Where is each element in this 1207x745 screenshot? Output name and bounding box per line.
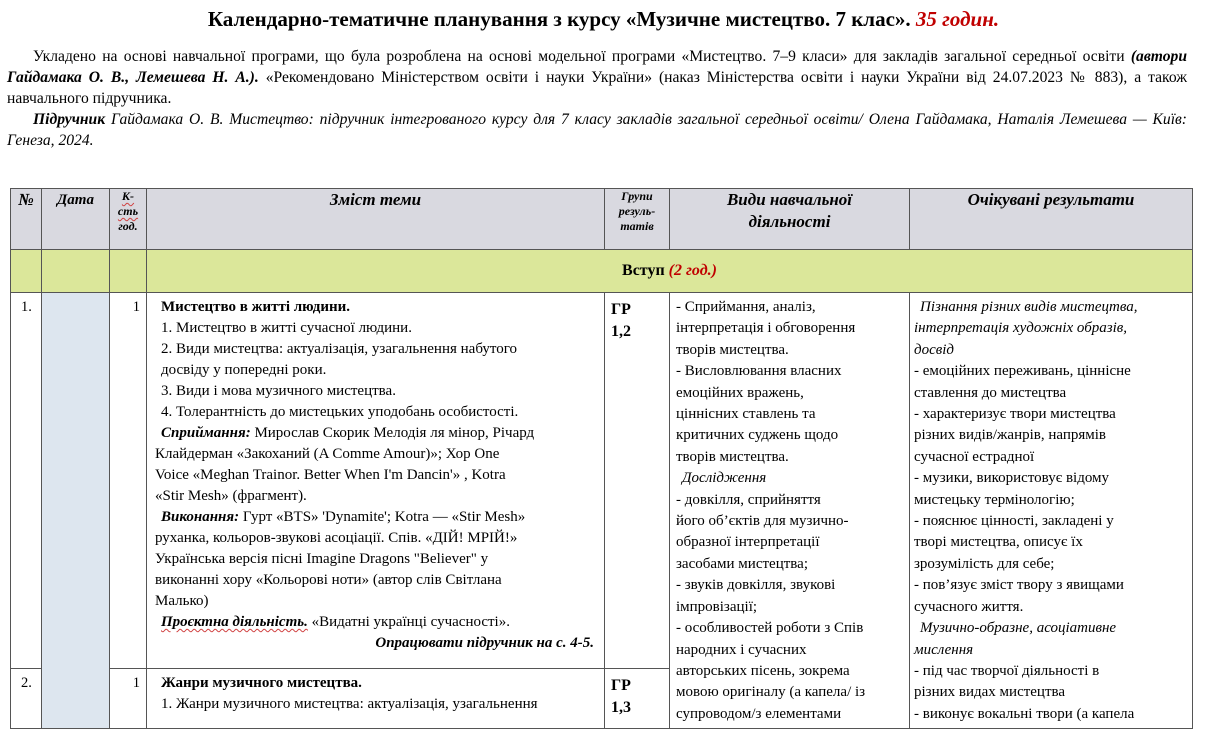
row-num: 2. — [11, 669, 42, 729]
result-line: мистецьку термінологію; — [914, 491, 1075, 508]
content-line: досвіду у попередні роки. — [161, 362, 327, 378]
intro-paragraph-textbook — [7, 109, 1187, 151]
activity-line: - особливостей роботи з Спів — [676, 620, 864, 637]
header-results: Очікувані результати — [910, 189, 1193, 250]
row-num: 1. — [11, 293, 42, 669]
content-line: 3. Види і мова музичного мистецтва. — [161, 383, 396, 399]
section-row — [11, 250, 1193, 293]
header-content: Зміст теми — [147, 189, 605, 250]
perception-text: Клайдерман «Закоханий (A Comme Amour)»; Хор One — [155, 446, 500, 462]
result-line: різних видів/жанрів, напрямів — [914, 427, 1107, 444]
intro-authors: (автори Гайдамака О. В., Лемешева Н. А.). — [7, 48, 1187, 86]
content-line: 1. Мистецтво в житті сучасної людини. — [161, 320, 412, 336]
header-hours-l2: сть — [117, 204, 139, 218]
group-label: ГР — [611, 677, 631, 694]
result-line: ставлення до мистецтва — [914, 384, 1067, 401]
activity-line: творів мистецтва. — [676, 448, 789, 465]
textbook-label: Підручник — [33, 111, 106, 128]
textbook-text: Гайдамака О. В. Мистецтво: підручник інтегрованого курсу для 7 класу закладів загальної середньої освіти/ Олена Гайдамака, Наталія Лемешева — Київ: Генеза, 2024. — [7, 111, 1187, 149]
performance-block — [155, 507, 596, 528]
title-main: Календарно-тематичне планування з курсу «Музичне мистецтво. 7 клас». — [207, 7, 911, 31]
homework: Опрацювати підручник на с. 4-5. — [375, 635, 594, 651]
row-hours: 1 — [110, 669, 147, 729]
header-activities-l1: Види навчальної — [726, 190, 853, 209]
performance-text: руханка, кольоров-звукові асоціації. Спів. «ДІЙ! МРІЙ!» — [155, 530, 518, 546]
result-line: - пояснює цінності, закладені у — [914, 513, 1114, 530]
section-title-text: Вступ — [622, 262, 665, 279]
activity-heading: Дослідження — [682, 470, 767, 487]
perception-block — [155, 423, 596, 444]
header-hours — [110, 189, 147, 250]
intro-block — [7, 46, 1187, 151]
activity-line: його об’єктів для музично- — [676, 513, 849, 530]
section-cell — [11, 250, 42, 293]
results-cell — [910, 293, 1193, 729]
activity-line: - звуків довкілля, звукові — [676, 577, 836, 594]
activity-line: критичних суджень щодо — [676, 427, 839, 444]
result-line: - емоційних переживань, ціннісне — [914, 363, 1131, 380]
row-group — [605, 669, 670, 729]
result-heading: Музично-образне, асоціативне — [920, 620, 1117, 637]
lesson-title: Жанри музичного мистецтва. — [161, 675, 362, 691]
activity-line: образної інтерпретації — [676, 534, 820, 551]
section-cell — [42, 250, 110, 293]
activity-line: засобами мистецтва; — [676, 555, 808, 572]
result-line: - виконує вокальні твори (а капела — [914, 705, 1135, 722]
plan-table — [10, 188, 1193, 729]
activities-cell — [670, 293, 910, 729]
header-hours-l1: К- — [121, 189, 135, 203]
content-line: 1. Жанри музичного мистецтва: актуалізація, узагальнення — [161, 696, 538, 712]
project-label: Проєктна діяльність. — [161, 614, 308, 630]
activity-line: ціннісних ставлень та — [676, 406, 816, 423]
content-line: 4. Толерантність до мистецьких уподобань особистості. — [161, 404, 519, 420]
result-line: творі мистецтва, описує їх — [914, 534, 1083, 551]
document-title — [0, 6, 1207, 32]
performance-text: Малько) — [155, 593, 209, 609]
section-cell — [110, 250, 147, 293]
project-block — [155, 612, 596, 633]
activity-line: творів мистецтва. — [676, 341, 789, 358]
section-hours: (2 год.) — [668, 262, 717, 279]
result-line: зрозумілість для себе; — [914, 555, 1055, 572]
group-values: 1,3 — [611, 699, 631, 716]
performance-text: виконанні хору «Кольорові ноти» (автор слів Світлана — [155, 572, 502, 588]
performance-text: Українська версія пісні Imagine Dragons "Believer" у — [155, 551, 489, 567]
result-line: різних видах мистецтва — [914, 684, 1066, 701]
activity-line: емоційних вражень, — [676, 384, 804, 401]
perception-label: Сприймання: — [161, 425, 251, 441]
result-line: - під час творчої діяльності в — [914, 662, 1100, 679]
date-cell — [42, 293, 110, 729]
result-line: - характеризує твори мистецтва — [914, 406, 1116, 423]
header-hours-l3: год. — [118, 219, 138, 233]
section-title — [147, 250, 1193, 293]
activity-line: - Сприймання, аналіз, — [676, 299, 816, 315]
perception-text: Мирослав Скорик Мелодія ля мінор, Річард — [250, 425, 535, 441]
title-hours: 35 годин. — [915, 7, 1000, 31]
header-date: Дата — [42, 189, 110, 250]
content-line: 2. Види мистецтва: актуалізація, узагальнення набутого — [161, 341, 518, 357]
row-content — [147, 669, 605, 729]
result-heading: інтерпретація художніх образів, — [914, 320, 1128, 337]
table-row — [11, 293, 1193, 669]
row-hours: 1 — [110, 293, 147, 669]
perception-text: «Stir Mesh» (фрагмент). — [155, 488, 307, 504]
result-heading: Пізнання різних видів мистецтва, — [920, 299, 1138, 315]
header-groups-l3: татів — [620, 219, 654, 233]
header-activities-l2: діяльності — [748, 212, 831, 231]
result-line: - музики, використовує відому — [914, 470, 1110, 487]
intro-paragraph-program — [7, 46, 1187, 109]
activity-line: авторських пісень, зокрема — [676, 662, 850, 679]
activity-line: інтерпретація і обговорення — [676, 320, 856, 337]
activity-line: мовою оригіналу (а капела/ із — [676, 684, 866, 701]
perception-text: Voice «Meghan Trainor. Better When I'm Dancin'» , Kotra — [155, 467, 506, 483]
activity-line: народних і сучасних — [676, 641, 807, 658]
activity-line: супроводом/з елементами — [676, 705, 842, 722]
result-heading: досвід — [914, 341, 955, 358]
lesson-title: Мистецтво в житті людини. — [161, 299, 351, 315]
result-line: сучасного життя. — [914, 598, 1024, 615]
activity-line: - довкілля, сприйняття — [676, 491, 821, 508]
intro-text-b: «Рекомендовано Міністерством освіти і науки України» (наказ Міністерства освіти і науки України від 24.07.2023 № 883), а також навчального підручника. — [7, 69, 1188, 107]
performance-label: Виконання: — [161, 509, 240, 525]
performance-text: Гурт «BTS» 'Dynamite'; Kotra — «Stir Mesh» — [239, 509, 526, 525]
row-group — [605, 293, 670, 669]
header-groups — [605, 189, 670, 250]
row-content — [147, 293, 605, 669]
header-groups-l1: Групи — [621, 189, 653, 203]
header-activities — [670, 189, 910, 250]
result-line: сучасної естрадної — [914, 448, 1035, 465]
activity-line: імпровізації; — [676, 598, 758, 615]
intro-text-a: Укладено на основі навчальної програми, що була розроблена на основі модельної програми «Мистецтво. 7–9 класи» для закладів загальної середньої освіти — [33, 48, 1131, 65]
result-line: - пов’язує зміст твору з явищами — [914, 577, 1124, 594]
header-num: № — [11, 189, 42, 250]
activity-line: - Висловлювання власних — [676, 363, 842, 380]
group-label: ГР — [611, 301, 631, 318]
header-groups-l2: резуль- — [618, 204, 656, 218]
project-text: «Видатні українці сучасності». — [307, 614, 510, 630]
table-header-row — [11, 189, 1193, 250]
result-heading: мислення — [914, 641, 974, 658]
group-values: 1,2 — [611, 323, 631, 340]
